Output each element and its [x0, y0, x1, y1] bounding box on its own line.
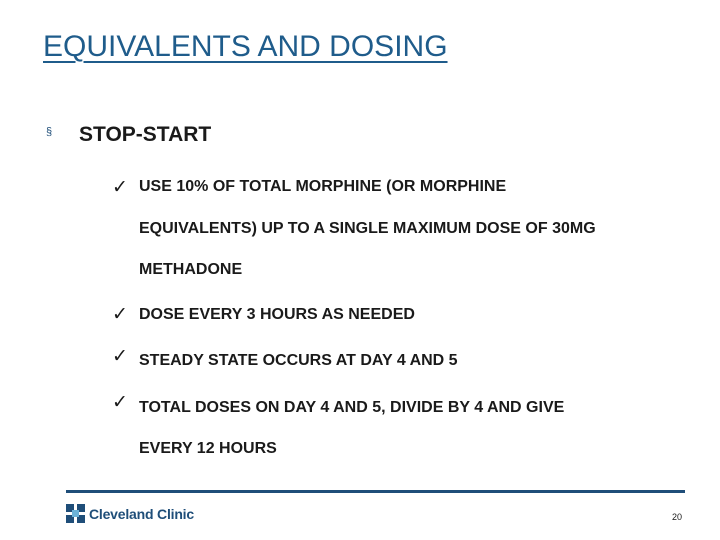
checkmark-icon: ✓ [112, 304, 128, 325]
item-1-line-3: METHADONE [139, 261, 243, 278]
item-1-line-1: USE 10% OF TOTAL MORPHINE (OR MORPHINE [139, 178, 507, 195]
cleveland-clinic-logo [66, 504, 194, 523]
item-4-line-2: EVERY 12 HOURS [139, 440, 277, 457]
footer-divider [66, 490, 685, 493]
item-2-line-1: DOSE EVERY 3 HOURS AS NEEDED [139, 306, 415, 323]
item-4-line-1: TOTAL DOSES ON DAY 4 AND 5, DIVIDE BY 4 AND GIVE [139, 399, 565, 416]
item-1-line-2: EQUIVALENTS) UP TO A SINGLE MAXIMUM DOSE OF 30MG [139, 220, 596, 237]
item-3-line-1: STEADY STATE OCCURS AT DAY 4 AND 5 [139, 352, 458, 369]
bullet-stop-start: STOP-START [79, 123, 212, 146]
cleveland-clinic-cross-icon [66, 504, 85, 523]
square-bullet-icon: § [46, 126, 53, 138]
checkmark-icon: ✓ [112, 392, 128, 413]
checkmark-icon: ✓ [112, 346, 128, 367]
slide-title: EQUIVALENTS AND DOSING [43, 30, 448, 63]
logo-wordmark: Cleveland Clinic [89, 505, 194, 522]
checkmark-icon: ✓ [112, 177, 128, 198]
page-number: 20 [672, 512, 683, 522]
